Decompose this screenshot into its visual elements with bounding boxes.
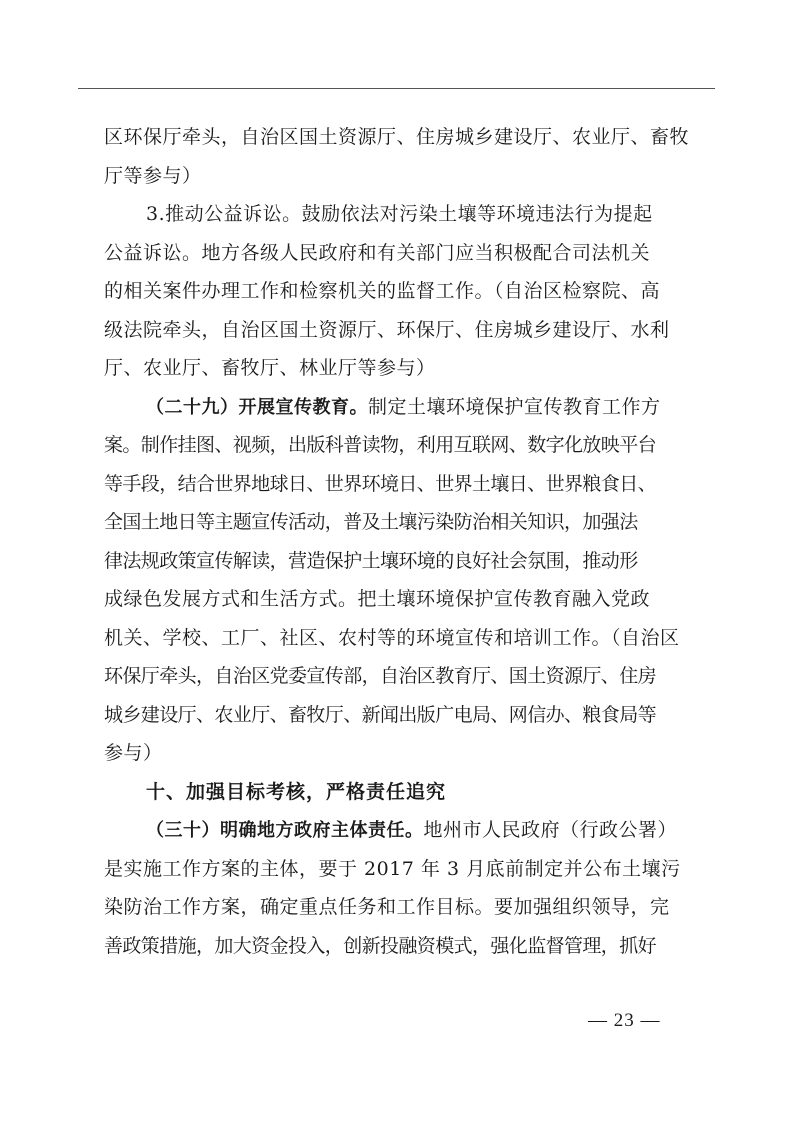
text-line: 环保厅牵头，自治区党委宣传部，自治区教育厅、国土资源厅、住房 bbox=[104, 665, 657, 687]
text-line: 的相关案件办理工作和检察机关的监督工作。（自治区检察院、高 bbox=[104, 280, 661, 302]
text-line: 律法规政策宣传解读，营造保护土壤环境的良好社会氛围，推动形 bbox=[104, 549, 638, 572]
text-line: 区环保厅牵头，自治区国土资源厅、住房城乡建设厅、农业厅、畜牧 bbox=[104, 126, 690, 148]
text-line: 厅、农业厅、畜牧厅、林业厅等参与） bbox=[104, 357, 436, 379]
header-rule bbox=[78, 88, 715, 89]
item-29-text: 制定土壤环境保护宣传教育工作方 bbox=[368, 395, 661, 418]
text-line: 厅等参与） bbox=[104, 164, 202, 187]
body-text bbox=[104, 118, 694, 965]
text-line: 染防治工作方案，确定重点任务和工作目标。要加强组织领导，完 bbox=[104, 896, 670, 918]
text-line: 是实施工作方案的主体，要于 2017 年 3 月底前制定并公布土壤污 bbox=[104, 857, 681, 880]
text-line: 案。制作挂图、视频，出版科普读物，利用互联网、数字化放映平台 bbox=[104, 434, 657, 456]
text-line: 成绿色发展方式和生活方式。把土壤环境保护宣传教育融入党政 bbox=[104, 588, 651, 610]
text-line: 城乡建设厅、农业厅、畜牧厅、新闻出版广电局、网信办、粮食局等 bbox=[104, 703, 657, 726]
item-30-title: （三十）明确地方政府主体责任。 bbox=[146, 820, 424, 841]
text-line: 级法院牵头，自治区国土资源厅、环保厅、住房城乡建设厅、水利 bbox=[104, 318, 670, 341]
page-number: — 23 — bbox=[588, 1010, 661, 1031]
text-line: 善政策措施，加大资金投入，创新投融资模式，强化监督管理，抓好 bbox=[104, 934, 657, 957]
item-30-text: 地州市人民政府（行政公署） bbox=[423, 819, 678, 841]
text-line: 公益诉讼。地方各级人民政府和有关部门应当积极配合司法机关 bbox=[104, 241, 651, 264]
section-heading: 十、加强目标考核，严格责任追究 bbox=[146, 780, 447, 803]
text-line: 机关、学校、工厂、社区、农村等的环境宣传和培训工作。（自治区 bbox=[104, 626, 680, 649]
text-line: 全国土地日等主题宣传活动，普及土壤污染防治相关知识，加强法 bbox=[104, 511, 638, 533]
text-line: 3.推动公益诉讼。鼓励依法对污染土壤等环境违法行为提起 bbox=[146, 203, 653, 225]
text-line: 等手段，结合世界地球日、世界环境日、世界土壤日、世界粮食日、 bbox=[104, 472, 657, 495]
item-29-title: （二十九）开展宣传教育。 bbox=[146, 396, 368, 418]
paragraph-item-30 bbox=[104, 811, 694, 850]
text-line: 参与） bbox=[104, 742, 163, 764]
paragraph-item-29 bbox=[104, 388, 694, 427]
